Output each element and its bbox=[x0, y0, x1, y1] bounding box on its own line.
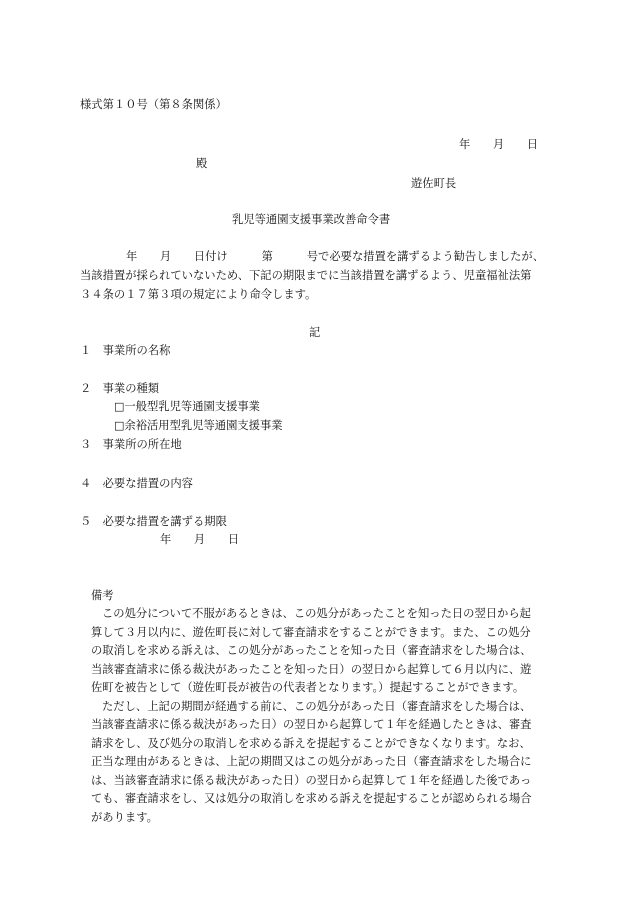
checkbox-icon bbox=[114, 400, 124, 413]
deadline-date: 年 月 日 bbox=[160, 533, 240, 546]
option-general-type bbox=[114, 399, 260, 414]
recipient-label: 殿 bbox=[196, 157, 208, 170]
intro-line-2: 当該措置が採られていないため、下記の期限までに当該措置を講ずるよう、児童福祉法第 bbox=[80, 269, 532, 282]
issuer-name: 遊佐町長 bbox=[411, 177, 457, 190]
remarks-line: ただし、上記の期間が経過する前に、この処分があった日（審査請求をした場合は、 bbox=[102, 700, 532, 713]
remarks-line: 当該審査請求に係る裁決があったことを知った日）の翌日から起算して６月以内に、遊 bbox=[91, 663, 532, 676]
checkbox-icon bbox=[114, 419, 124, 432]
ki-heading: 記 bbox=[309, 326, 321, 339]
remarks-line: があります。 bbox=[91, 811, 158, 824]
remarks-line: は、当該審査請求に係る裁決があった日）の翌日から起算して１年を経過した後であっ bbox=[91, 774, 532, 787]
option-label: 一般型乳児等通園支援事業 bbox=[124, 400, 260, 413]
document-title: 乳児等通園支援事業改善命令書 bbox=[232, 213, 391, 226]
remarks-heading: 備考 bbox=[91, 589, 114, 602]
item-facility-name: １ 事業所の名称 bbox=[80, 344, 171, 357]
item-facility-address: ３ 事業所の所在地 bbox=[80, 438, 182, 451]
remarks-line: この処分について不服があるときは、この処分があったことを知った日の翌日から起 bbox=[102, 607, 531, 620]
intro-line-3: ３４条の１７第３項の規定により命令します。 bbox=[80, 288, 317, 301]
remarks-line: ても、審査請求をし、又は処分の取消しを求める訴えを提起することが認められる場合 bbox=[91, 792, 532, 805]
remarks-line: 算して３月以内に、遊佐町長に対して審査請求をすることができます。また、この処分 bbox=[91, 626, 531, 639]
date-line: 年 月 日 bbox=[459, 138, 539, 151]
option-surplus-type bbox=[114, 418, 283, 433]
item-deadline: ５ 必要な措置を講ずる期限 bbox=[80, 515, 227, 528]
remarks-line: の取消しを求める訴えは、この処分があったことを知った日（審査請求をした場合は、 bbox=[91, 644, 532, 657]
remarks-line: 当該審査請求に係る裁決があった日）の翌日から起算して１年を経過したときは、審査 bbox=[91, 718, 532, 731]
form-number: 様式第１０号（第８条関係） bbox=[80, 98, 227, 111]
remarks-line: 請求をし、及び処分の取消しを求める訴えを提起することができなくなります。なお、 bbox=[91, 737, 531, 750]
item-business-type: ２ 事業の種類 bbox=[80, 382, 160, 395]
item-required-measures: ４ 必要な措置の内容 bbox=[80, 477, 193, 490]
intro-line-1: 年 月 日付け 第 号で必要な措置を講ずるよう勧告しましたが、 bbox=[126, 250, 544, 263]
option-label: 余裕活用型乳児等通園支援事業 bbox=[124, 419, 283, 432]
remarks-line: 正当な理由があるときは、上記の期間又はこの処分があった日（審査請求をした場合に bbox=[91, 755, 532, 768]
remarks-line: 佐町を被告として（遊佐町長が被告の代表者となります。）提起することができます。 bbox=[91, 681, 525, 694]
